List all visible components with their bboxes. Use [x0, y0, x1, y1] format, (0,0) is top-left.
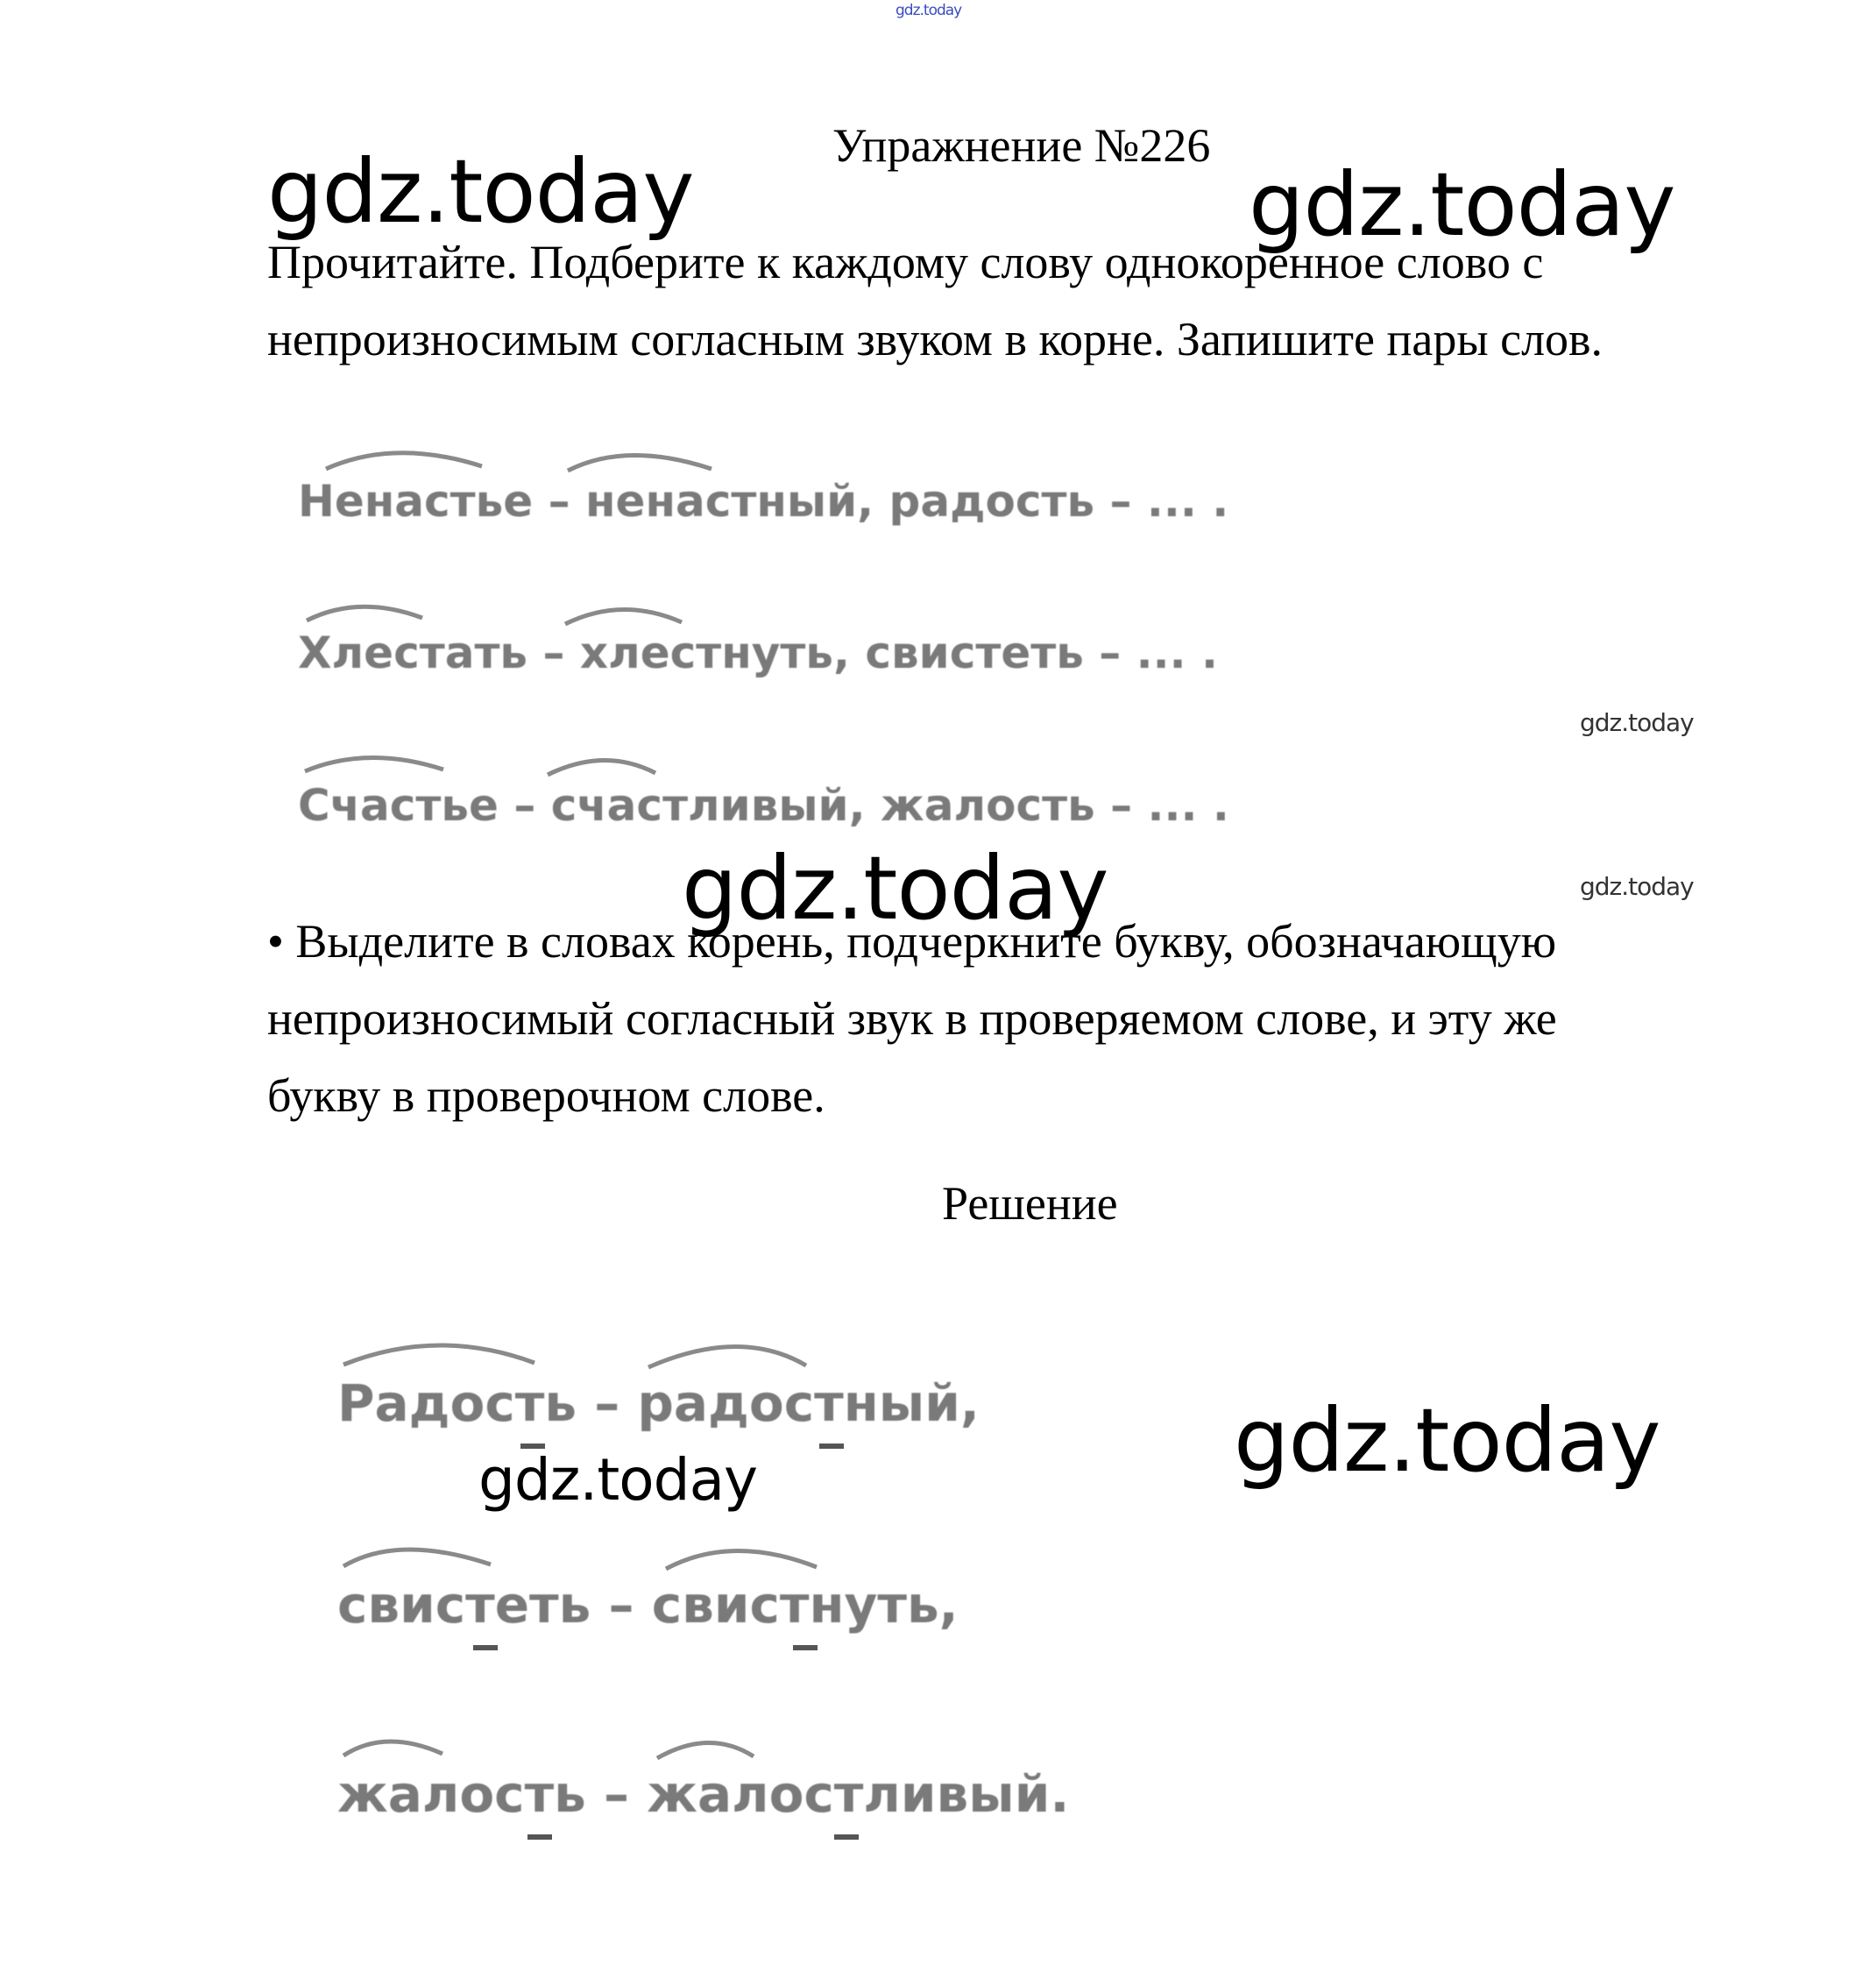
site-mark: gdz.today [896, 2, 962, 19]
root-arc [648, 1346, 806, 1367]
root-arc [326, 453, 482, 469]
task-line: непроизносимый согласный звук в проверяемом слове, и эту же [267, 992, 1557, 1045]
solution-line: жалость – жалостливый. [337, 1764, 1070, 1824]
example-line: Ненастье – ненастный, радость – ... . [298, 476, 1229, 527]
watermark: gdz.today [682, 837, 1108, 940]
root-arc [343, 1550, 491, 1566]
watermark: gdz.today [1580, 708, 1694, 737]
instruction-line: непроизносимым согласным звуком в корне. Запишите пары слов. [267, 313, 1603, 365]
root-arc [343, 1345, 534, 1365]
root-arc [568, 455, 711, 471]
watermark: gdz.today [1234, 1389, 1660, 1492]
root-arc [666, 1550, 817, 1569]
solution-title: Решение [942, 1177, 1118, 1230]
solution-line: свистеть – свистнуть, [337, 1575, 959, 1635]
task-line: букву в проверочном слове. [267, 1069, 825, 1122]
solution-line: Радость – радостный, [337, 1373, 980, 1433]
example-line: Хлестать – хлестнуть, свистеть – ... . [298, 628, 1219, 678]
exercise-title: Упражнение №226 [832, 119, 1211, 172]
root-arc [565, 609, 682, 624]
watermark: gdz.today [267, 140, 694, 243]
instruction-line: Прочитайте. Подберите к каждому слову однокоренное слово с [267, 236, 1544, 288]
watermark: gdz.today [478, 1446, 758, 1514]
watermark: gdz.today [1249, 153, 1675, 256]
watermark: gdz.today [1580, 872, 1694, 901]
root-arc [305, 757, 443, 771]
root-arc [657, 1742, 754, 1758]
example-line: Счастье – счастливый, жалость – ... . [298, 780, 1229, 831]
root-arc [548, 760, 655, 775]
task-line: • Выделите в словах корень, подчеркните букву, обозначающую [267, 915, 1557, 968]
root-arc [307, 606, 422, 621]
root-arc [343, 1741, 442, 1756]
